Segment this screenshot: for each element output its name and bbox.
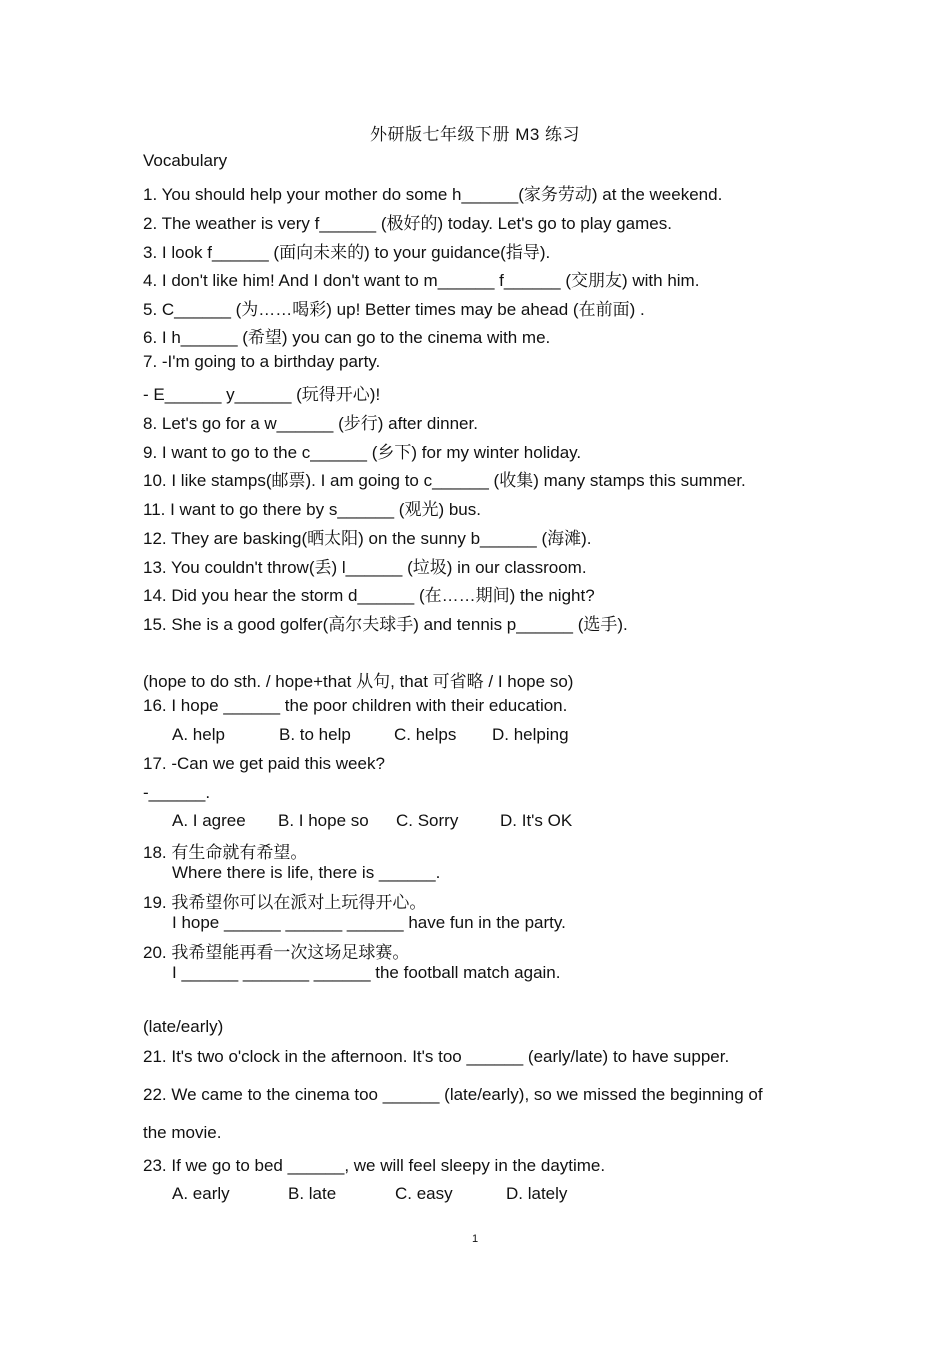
option-d: D. lately bbox=[506, 1184, 568, 1203]
question-20-sentence: I ______ _______ ______ the football match again. bbox=[172, 963, 561, 982]
section-heading-late-early: (late/early) bbox=[143, 1017, 224, 1036]
page-number: 1 bbox=[471, 1233, 479, 1245]
vocab-item-2: 2. The weather is very f______ (极好的) today. Let's go to play games. bbox=[143, 214, 672, 233]
option-c: C. easy bbox=[395, 1184, 453, 1203]
vocab-item-7a: 7. -I'm going to a birthday party. bbox=[143, 352, 381, 371]
vocab-item-3: 3. I look f______ (面向未来的) to your guidance(指导). bbox=[143, 243, 551, 262]
option-c: C. helps bbox=[394, 725, 457, 744]
vocab-item-15: 15. She is a good golfer(高尔夫球手) and tennis p______ (选手). bbox=[143, 615, 628, 634]
option-b: B. I hope so bbox=[278, 811, 369, 830]
question-22: 22. We came to the cinema too ______ (late/early), so we missed the beginning of bbox=[143, 1085, 763, 1104]
question-18-sentence: Where there is life, there is ______. bbox=[172, 863, 441, 882]
section-heading-vocabulary: Vocabulary bbox=[143, 151, 228, 170]
question-22-continued: the movie. bbox=[143, 1123, 222, 1142]
question-16: 16. I hope ______ the poor children with their education. bbox=[143, 696, 568, 715]
question-20: 20. 我希望能再看一次这场足球赛。 bbox=[143, 943, 410, 962]
question-18: 18. 有生命就有希望。 bbox=[143, 843, 308, 862]
option-d: D. It's OK bbox=[500, 811, 573, 830]
option-a: A. I agree bbox=[172, 811, 246, 830]
vocab-item-14: 14. Did you hear the storm d______ (在……期间) the night? bbox=[143, 586, 595, 605]
vocab-item-9: 9. I want to go to the c______ (乡下) for my winter holiday. bbox=[143, 443, 582, 462]
vocab-item-8: 8. Let's go for a w______ (步行) after dinner. bbox=[143, 414, 478, 433]
vocab-item-13: 13. You couldn't throw(丢) l______ (垃圾) in our classroom. bbox=[143, 558, 587, 577]
option-c: C. Sorry bbox=[396, 811, 459, 830]
vocab-item-10: 10. I like stamps(邮票). I am going to c______ (收集) many stamps this summer. bbox=[143, 471, 746, 490]
vocab-item-7b: - E______ y______ (玩得开心)! bbox=[143, 385, 381, 404]
question-21: 21. It's two o'clock in the afternoon. It's too ______ (early/late) to have supper. bbox=[143, 1047, 730, 1066]
option-b: B. to help bbox=[279, 725, 351, 744]
question-19-sentence: I hope ______ ______ ______ have fun in the party. bbox=[172, 913, 566, 932]
option-d: D. helping bbox=[492, 725, 569, 744]
option-a: A. early bbox=[172, 1184, 230, 1203]
section-heading-hope: (hope to do sth. / hope+that 从句, that 可省略 / I hope so) bbox=[143, 672, 574, 691]
option-b: B. late bbox=[288, 1184, 337, 1203]
vocab-item-1: 1. You should help your mother do some h______(家务劳动) at the weekend. bbox=[143, 185, 723, 204]
question-17: 17. -Can we get paid this week? bbox=[143, 754, 385, 773]
question-23: 23. If we go to bed ______, we will feel sleepy in the daytime. bbox=[143, 1156, 606, 1175]
vocab-item-5: 5. C______ (为……喝彩) up! Better times may be ahead (在前面) . bbox=[143, 300, 645, 319]
question-17-blank: -______. bbox=[143, 783, 211, 802]
vocab-item-6: 6. I h______ (希望) you can go to the cinema with me. bbox=[143, 328, 551, 347]
vocab-item-4: 4. I don't like him! And I don't want to m______ f______ (交朋友) with him. bbox=[143, 271, 700, 290]
page-title: 外研版七年级下册 M3 练习 bbox=[369, 125, 581, 144]
option-a: A. help bbox=[172, 725, 225, 744]
vocab-item-11: 11. I want to go there by s______ (观光) bus. bbox=[143, 500, 481, 519]
vocab-item-12: 12. They are basking(晒太阳) on the sunny b______ (海滩). bbox=[143, 529, 592, 548]
question-16-options bbox=[172, 725, 569, 745]
question-17-options bbox=[172, 811, 572, 831]
question-19: 19. 我希望你可以在派对上玩得开心。 bbox=[143, 893, 427, 912]
question-23-options bbox=[172, 1184, 567, 1204]
